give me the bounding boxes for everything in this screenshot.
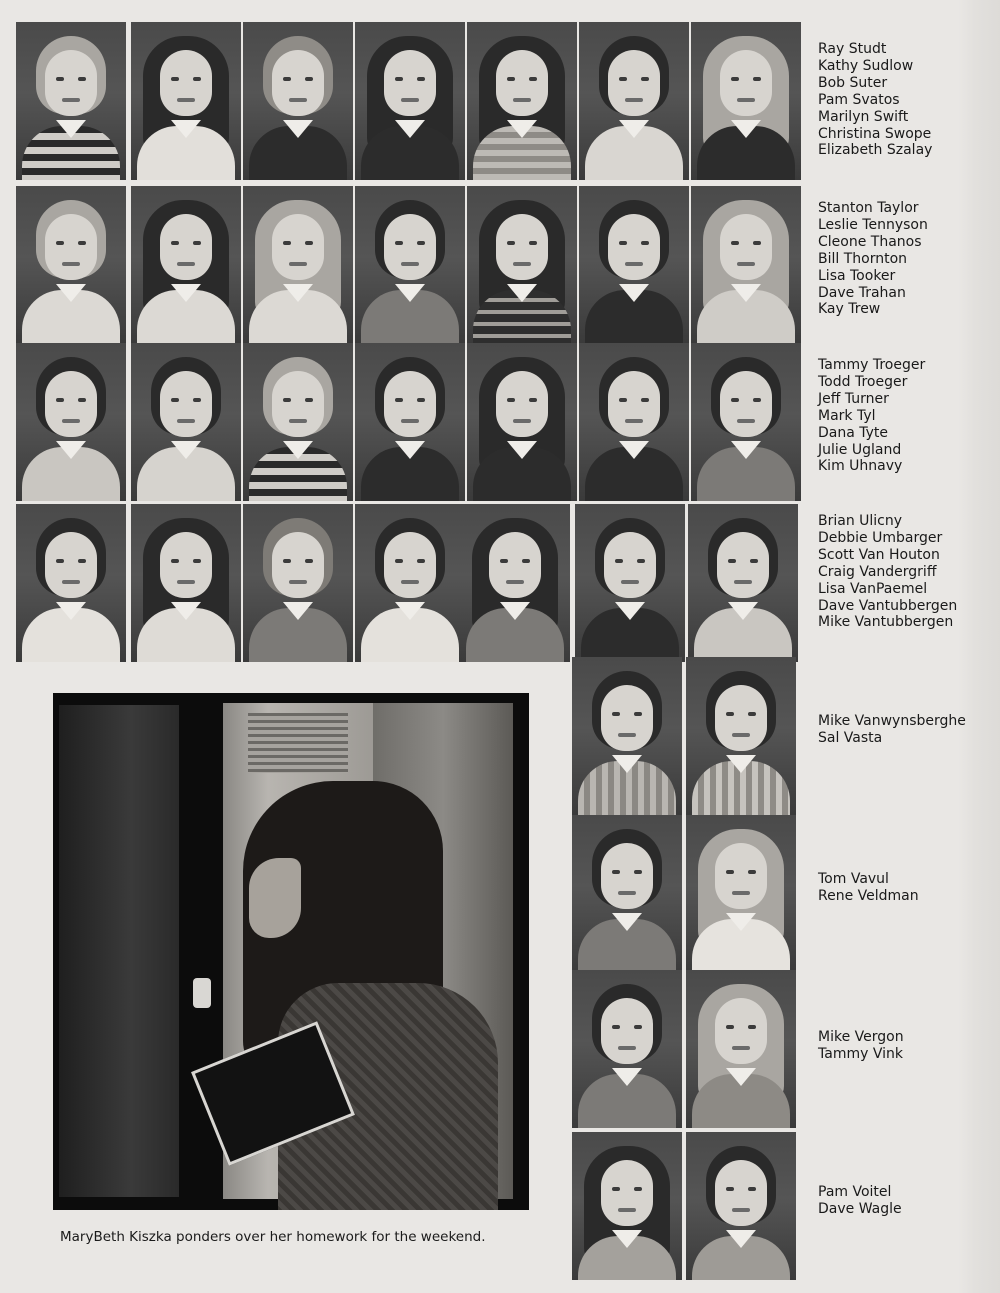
student-name: Bob Suter <box>818 74 888 91</box>
student-name: Pam Voitel <box>818 1184 892 1200</box>
portrait-photo <box>131 504 241 662</box>
student-name: Kim Uhnavy <box>818 458 903 475</box>
student-name: Leslie Tennyson <box>818 216 928 233</box>
name-list <box>818 713 966 747</box>
page-edge-decoration <box>958 0 1000 1293</box>
name-list <box>818 200 928 318</box>
portrait-photo <box>16 186 126 344</box>
portrait-photo <box>686 1132 796 1280</box>
portrait-photo <box>572 657 682 815</box>
student-name: Jeff Turner <box>818 390 889 407</box>
student-name: Sal Vasta <box>818 729 883 746</box>
portrait-photo <box>691 22 801 180</box>
locker-door <box>59 705 179 1197</box>
student-name: Stanton Taylor <box>818 200 919 216</box>
student-name: Bill Thornton <box>818 250 908 267</box>
student-name: Dave Trahan <box>818 284 906 301</box>
locker-vent <box>248 713 348 773</box>
student-name: Lisa VanPaemel <box>818 580 928 597</box>
student-name: Mark Tyl <box>818 407 876 424</box>
student-name: Tom Vavul <box>818 871 889 887</box>
student-name: Dana Tyte <box>818 424 889 441</box>
portrait-photo <box>572 970 682 1128</box>
name-list <box>818 357 925 475</box>
locker-handle <box>193 978 211 1008</box>
student-name: Elizabeth Szalay <box>818 142 933 159</box>
name-list <box>818 1029 904 1063</box>
portrait-photo <box>16 504 126 662</box>
student-name: Pam Svatos <box>818 91 900 108</box>
student-name: Ray Studt <box>818 41 887 57</box>
portrait-photo <box>572 1132 682 1280</box>
portrait-photo <box>243 343 353 501</box>
portrait-photo <box>691 186 801 344</box>
portrait-photo <box>686 815 796 973</box>
portrait-photo <box>686 657 796 815</box>
portrait-photo <box>688 504 798 662</box>
student-name: Julie Ugland <box>818 441 902 458</box>
portrait-photo <box>355 186 465 344</box>
student-name: Craig Vandergriff <box>818 563 937 580</box>
name-list <box>818 1184 902 1218</box>
student-name: Tammy Vink <box>818 1045 903 1062</box>
portrait-photo <box>355 22 465 180</box>
name-list <box>818 41 932 159</box>
portrait-photo <box>355 343 465 501</box>
student-name: Cleone Thanos <box>818 233 922 250</box>
portrait-photo <box>243 22 353 180</box>
portrait-photo <box>355 504 465 662</box>
student-name: Dave Wagle <box>818 1200 902 1217</box>
student-name: Mike Vergon <box>818 1029 904 1045</box>
student-face <box>249 858 301 938</box>
portrait-photo <box>131 343 241 501</box>
student-name: Lisa Tooker <box>818 267 896 284</box>
student-name: Rene Veldman <box>818 887 919 904</box>
portrait-photo <box>579 186 689 344</box>
candid-photo <box>53 693 529 1210</box>
portrait-photo <box>467 186 577 344</box>
portrait-photo <box>131 186 241 344</box>
student-name: Kathy Sudlow <box>818 57 914 74</box>
portrait-photo <box>575 504 685 662</box>
student-name: Christina Swope <box>818 125 932 142</box>
student-name: Brian Ulicny <box>818 513 903 529</box>
portrait-photo <box>572 815 682 973</box>
student-name: Todd Troeger <box>818 373 908 390</box>
portrait-photo <box>131 22 241 180</box>
student-name: Debbie Umbarger <box>818 529 943 546</box>
student-name: Dave Vantubbergen <box>818 597 958 614</box>
student-name: Kay Trew <box>818 301 881 318</box>
portrait-photo <box>467 343 577 501</box>
student-name: Mike Vanwynsberghe <box>818 713 966 729</box>
portrait-photo <box>460 504 570 662</box>
student-name: Mike Vantubbergen <box>818 614 954 631</box>
name-list <box>818 871 919 905</box>
student-name: Marilyn Swift <box>818 108 909 125</box>
photo-caption: MaryBeth Kiszka ponders over her homework for the weekend. <box>60 1229 486 1245</box>
name-list <box>818 513 957 631</box>
portrait-photo <box>691 343 801 501</box>
portrait-photo <box>579 343 689 501</box>
portrait-photo <box>16 22 126 180</box>
portrait-photo <box>686 970 796 1128</box>
portrait-photo <box>467 22 577 180</box>
portrait-photo <box>243 186 353 344</box>
portrait-photo <box>16 343 126 501</box>
portrait-photo <box>579 22 689 180</box>
student-name: Tammy Troeger <box>818 357 926 373</box>
student-name: Scott Van Houton <box>818 546 940 563</box>
portrait-photo <box>243 504 353 662</box>
